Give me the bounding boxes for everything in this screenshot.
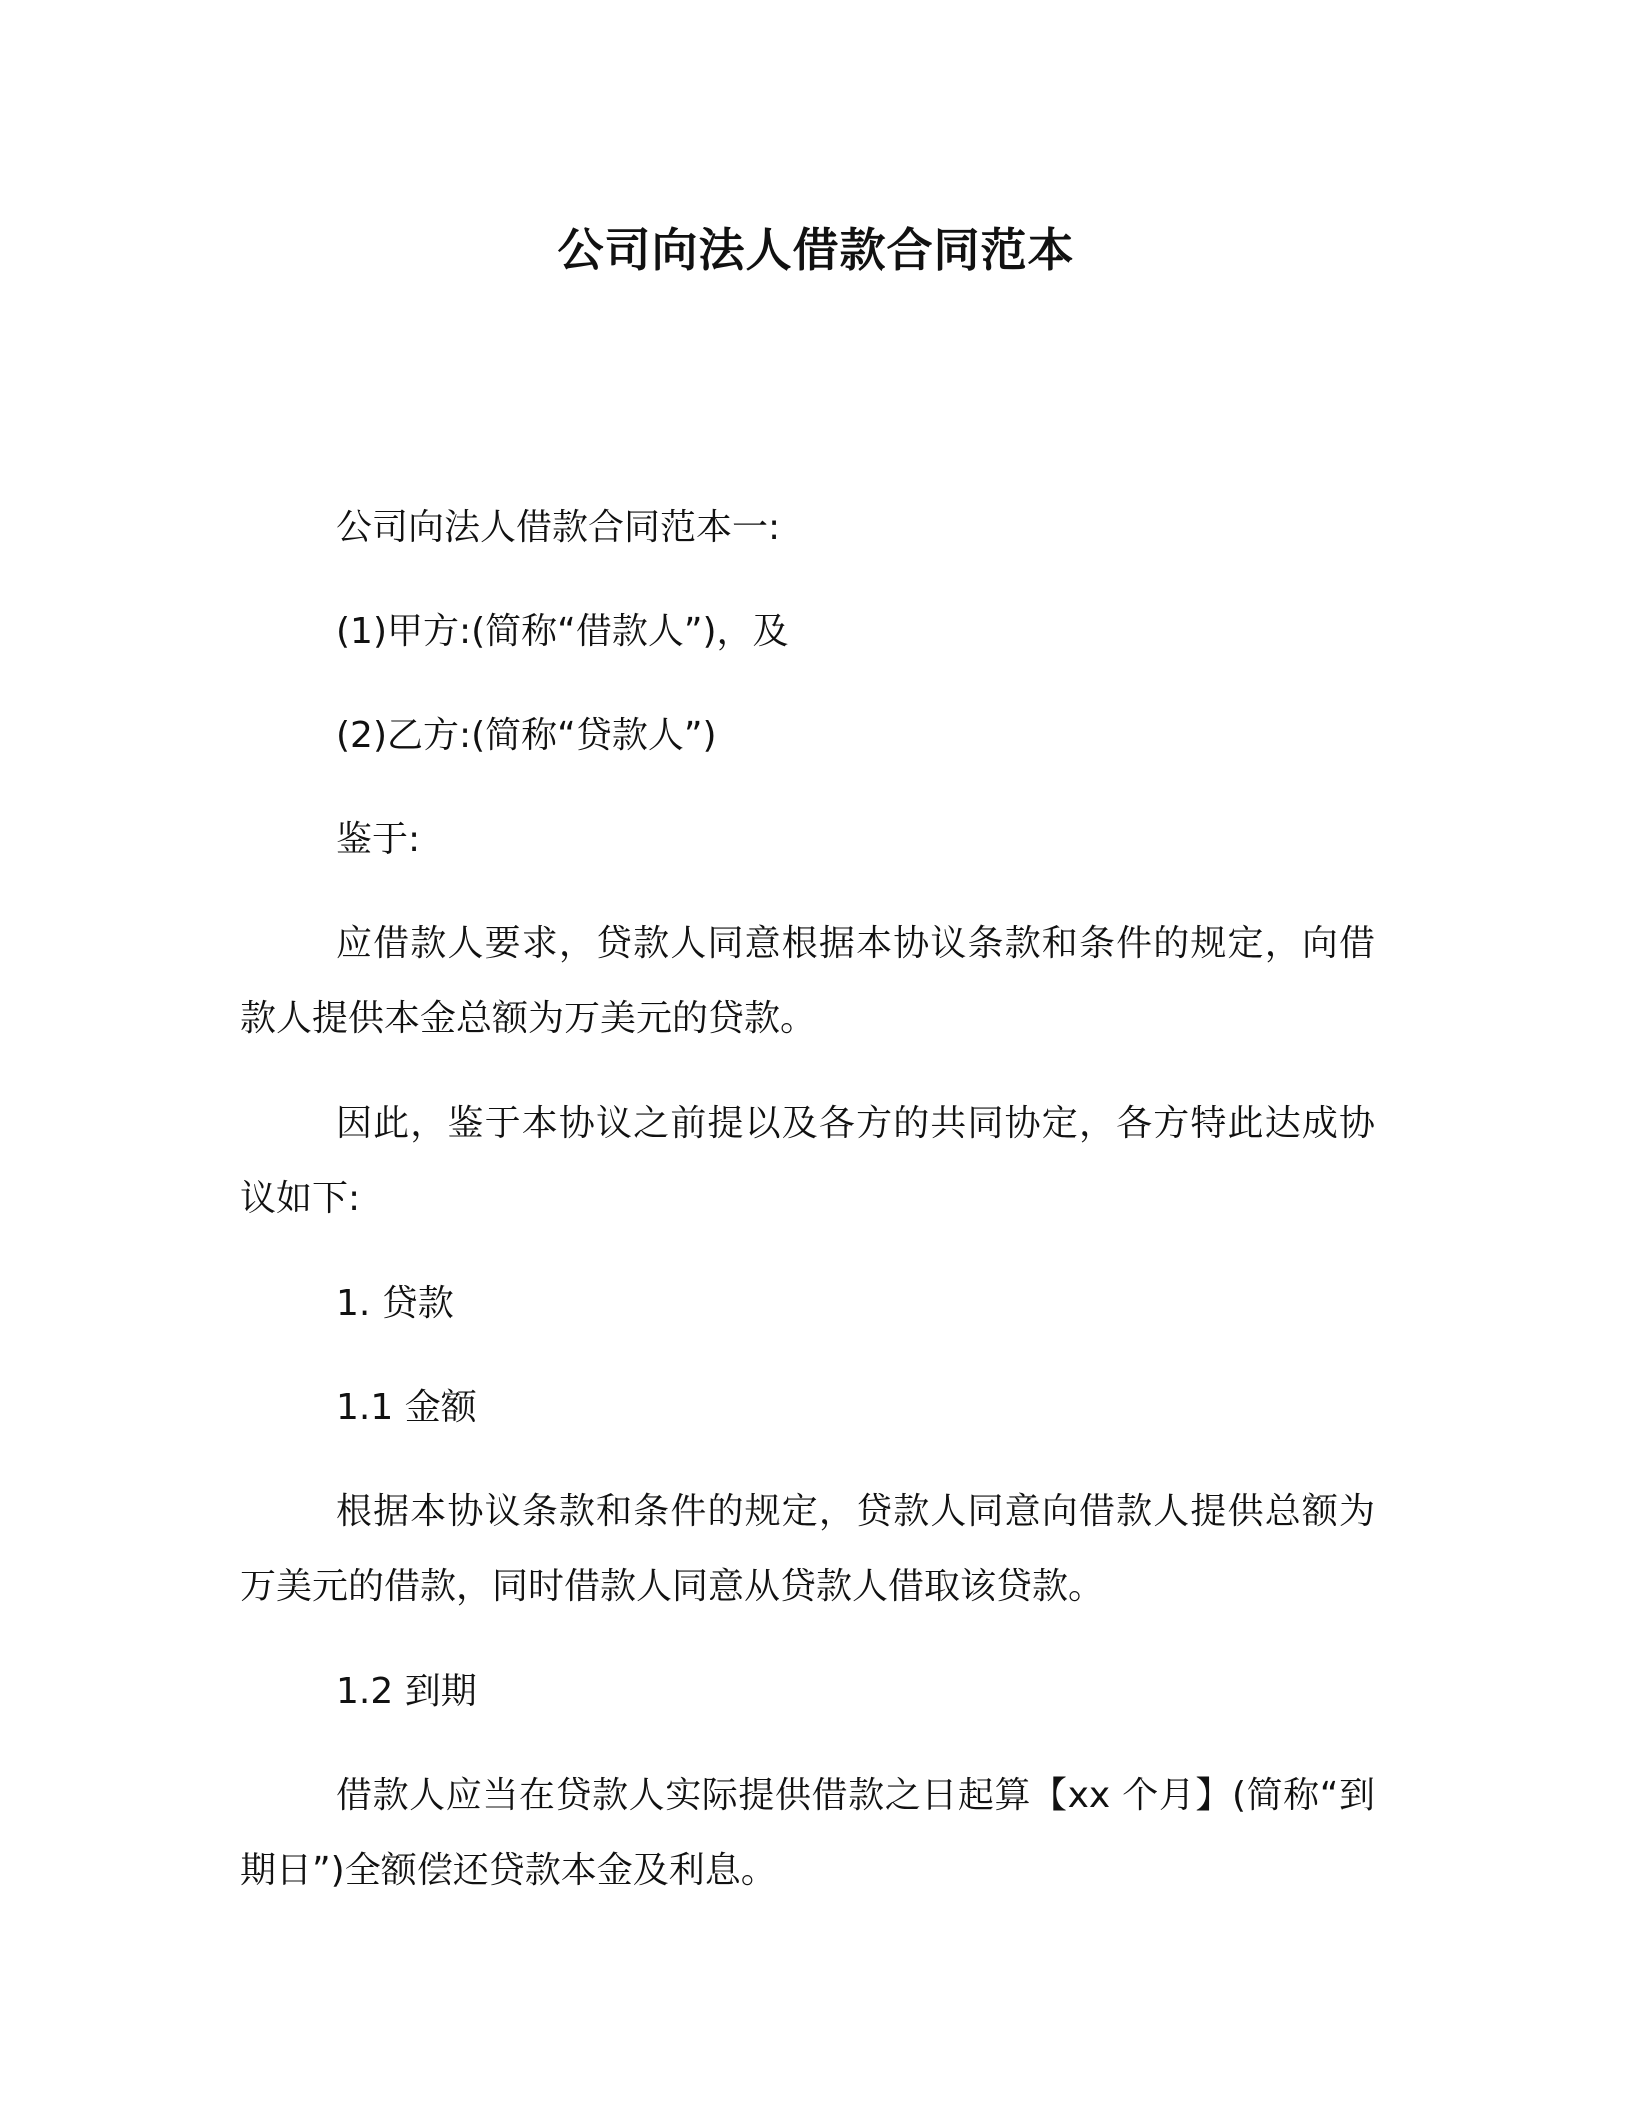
- paragraph-intro: 公司向法人借款合同范本一:: [336, 507, 781, 548]
- paragraph-agreement: 因此，鉴于本协议之前提以及各方的共同协定，各方特此达成协议如下:: [240, 1103, 1375, 1219]
- paragraph-loan-request: 应借款人要求，贷款人同意根据本协议条款和条件的规定，向借款人提供本金总额为万美元的贷款。: [240, 923, 1375, 1039]
- paragraph-party-a: (1)甲方:(简称“借款人”)，及: [336, 611, 789, 652]
- section-heading-loan: 1. 贷款: [336, 1283, 454, 1324]
- paragraph-party-b: (2)乙方:(简称“贷款人”): [336, 715, 717, 756]
- section-heading-amount: 1.1 金额: [336, 1387, 477, 1428]
- document-title: 公司向法人借款合同范本: [557, 223, 1075, 277]
- paragraph-whereas: 鉴于:: [336, 819, 421, 860]
- paragraph-amount: 根据本协议条款和条件的规定，贷款人同意向借款人提供总额为万美元的借款，同时借款人同意从贷款人借取该贷款。: [240, 1491, 1375, 1607]
- paragraph-maturity: 借款人应当在贷款人实际提供借款之日起算【xx 个月】(简称“到期日”)全额偿还贷款本金及利息。: [240, 1775, 1375, 1891]
- section-heading-maturity: 1.2 到期: [336, 1671, 477, 1712]
